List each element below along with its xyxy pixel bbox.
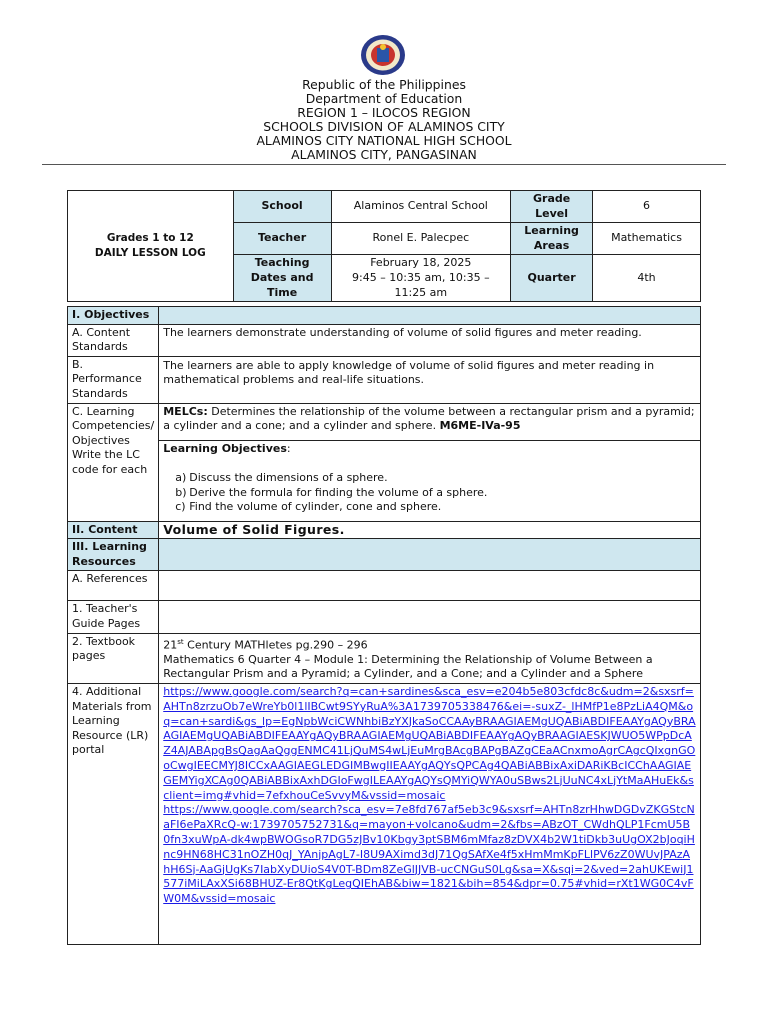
competencies-label: C. Learning Competencies/ Objectives Write the LC code for each xyxy=(68,403,159,521)
learning-objectives-label: Learning Objectives xyxy=(163,441,287,455)
learning-objectives-cell xyxy=(159,440,701,521)
teachers-guide-label: 1. Teacher's Guide Pages xyxy=(68,601,159,633)
learning-objectives-colon: : xyxy=(286,441,291,455)
header-school-name: ALAMINOS CITY NATIONAL HIGH SCHOOL xyxy=(256,133,512,148)
learning-area-value: Mathematics xyxy=(593,223,701,255)
resources-heading-blank xyxy=(159,539,701,571)
lesson-plan-table xyxy=(67,306,701,945)
lr-portal-label: 4. Additional Materials from Learning Resource (LR) portal xyxy=(68,683,159,944)
teacher-value: Ronel E. Palecpec xyxy=(331,223,511,255)
textbook-line2: Mathematics 6 Quarter 4 – Module 1: Determining the Relationship of Volume Between a Rectangular Prism and a Pyramid; a Cylinder, and a Cone; and a Cylinder and a Sphere xyxy=(163,652,653,681)
lr-link-mayon-volcano[interactable]: https://www.google.com/search?sca_esv=7e8fd767af5eb3c9&sxsrf=AHTn8zrHhwDGDvZKGStcNaFI6ePaXRcQ-w:1739705752731&q=mayon+volcano&udm=2&fbs=ABzOT_CWdhQLP1FcmU5B0fn3xuWpA-dk4wpBWOGsoR7DG5zJBv10Kbgy3ptSBM6mMfaz8zDVX4b2W1tiDkb3uUgOX2bJoqiHnc9HN68HC31nOZH0qJ_YAnjpAgL7-I8U9AXimd3dJ71QgSAfXe4f5xHmMmKpFLlPV6zZ0WUvJPAzAhH6Sj-AaGjUgKs7IabXyDUioS4V0T-BDm8ZeGlJJVB-ucCNGuS0Lg&sa=X&sqi=2&ved=2ahUKEwiJ1577iMiLAxXSi68BHUZ-Er8QtKgLegQIEhAB&biw=1821&bih=854&dpr=0.75#vhid=rXt1WG0C4vFW0M&vssid=mosaic xyxy=(163,803,695,906)
school-label: School xyxy=(233,191,331,223)
lesson-info-table xyxy=(67,190,701,302)
melcs-text: Determines the relationship of the volume between a rectangular prism and a pyramid; a cylinder and a cone; and a cylinder and sphere. xyxy=(163,404,695,433)
header-region: REGION 1 – ILOCOS REGION xyxy=(297,105,471,120)
list-item: b) Derive the formula for finding the volume of a sphere. xyxy=(175,485,488,499)
deped-seal-icon xyxy=(354,34,412,76)
melcs-cell xyxy=(159,403,701,440)
objectives-heading-blank xyxy=(159,307,701,325)
quarter-value: 4th xyxy=(593,255,701,302)
header-school-address: ALAMINOS CITY, PANGASINAN xyxy=(291,147,477,162)
quarter-label: Quarter xyxy=(511,255,593,302)
header-department: Department of Education xyxy=(305,91,463,106)
performance-standards-label: B. Performance Standards xyxy=(68,356,159,403)
list-item: a) Discuss the dimensions of a sphere. xyxy=(175,471,388,485)
header-division: SCHOOLS DIVISION OF ALAMINOS CITY xyxy=(263,119,505,134)
content-heading: II. Content xyxy=(68,521,159,539)
textbook-line1: 21st Century MATHletes pg.290 – 296 xyxy=(163,637,368,652)
learning-area-label: Learning Areas xyxy=(511,223,593,255)
dll-title-line2: DAILY LESSON LOG xyxy=(94,247,206,260)
list-item: c) Find the volume of cylinder, cone and sphere. xyxy=(175,500,442,514)
header-republic: Republic of the Philippines xyxy=(302,77,466,92)
performance-standards-text: The learners are able to apply knowledge of volume of solid figures and meter reading in mathematical problems and real-life situations. xyxy=(159,356,701,403)
resources-heading: III. Learning Resources xyxy=(68,539,159,571)
grade-label: Grade Level xyxy=(511,191,593,223)
dll-title xyxy=(68,191,234,302)
header-divider xyxy=(42,164,726,165)
objectives-heading: I. Objectives xyxy=(68,307,159,325)
dates-line2: 9:45 – 10:35 am, 10:35 – 11:25 am xyxy=(352,270,490,299)
grade-value: 6 xyxy=(593,191,701,223)
dll-title-line1: Grades 1 to 12 xyxy=(106,232,194,245)
references-blank xyxy=(159,571,701,601)
melcs-code: M6ME-IVa-95 xyxy=(439,419,521,433)
lr-link-sardines[interactable]: https://www.google.com/search?q=can+sardines&sca_esv=e204b5e803cfdc8c&udm=2&sxsrf=AHTn8zrzuOb7eWreYb0l1lIBCwt9SYyRuA%3A1739705338476&ei=-suxZ-_lHMfP1e8PzLiA4QM&oq=can+sardi&gs_lp=EgNpbWciCWNhbiBzYXJkaSoCCAAyBRAAGIAEMgUQABiABDIFEAAYgAQyBRAAGIAEMgUQABiABDIFEAAYgAQyBRAAGIAEMgUQABiABDIFEAAYgAQyBRAAGIAESKJWUO5WPpDcAZ4AJABApgBsQagAaQggENMC41LjQuMS4wLjEuMrgBAcgBAPgBAZgCEaACnxmoAgrCAgcQIxgnGOoCwgIEECMYJ8ICCxAAGIAEGLEDGIMBwgIIEAAYgAQYsQPCAg4QABiABBixAxiDARiKBcICChAAGIAEGEMYigXCAg0QABiABBixAxhDGIoFwgILEAAYgAQYsQMYiQWYA0uSBws2LjUuNC4xLjYtMaAHuEk&sclient=img#vhid=7efxhouCeSvvyM&vssid=mosaic xyxy=(163,684,696,802)
content-standards-text: The learners demonstrate understanding of volume of solid figures and meter reading. xyxy=(159,324,701,356)
lr-portal-links xyxy=(159,683,701,944)
school-value: Alaminos Central School xyxy=(331,191,511,223)
dates-line1: February 18, 2025 xyxy=(370,256,472,270)
textbook-label: 2. Textbook pages xyxy=(68,633,159,683)
content-title: Volume of Solid Figures. xyxy=(159,521,701,539)
textbook-cell xyxy=(159,633,701,683)
content-standards-label: A. Content Standards xyxy=(68,324,159,356)
dates-label: Teaching Dates and Time xyxy=(233,255,331,302)
melcs-label: MELCs: xyxy=(163,404,208,418)
teachers-guide-blank xyxy=(159,601,701,633)
dates-value xyxy=(331,255,511,302)
objectives-list xyxy=(163,471,696,515)
references-label: A. References xyxy=(68,571,159,601)
teacher-label: Teacher xyxy=(233,223,331,255)
